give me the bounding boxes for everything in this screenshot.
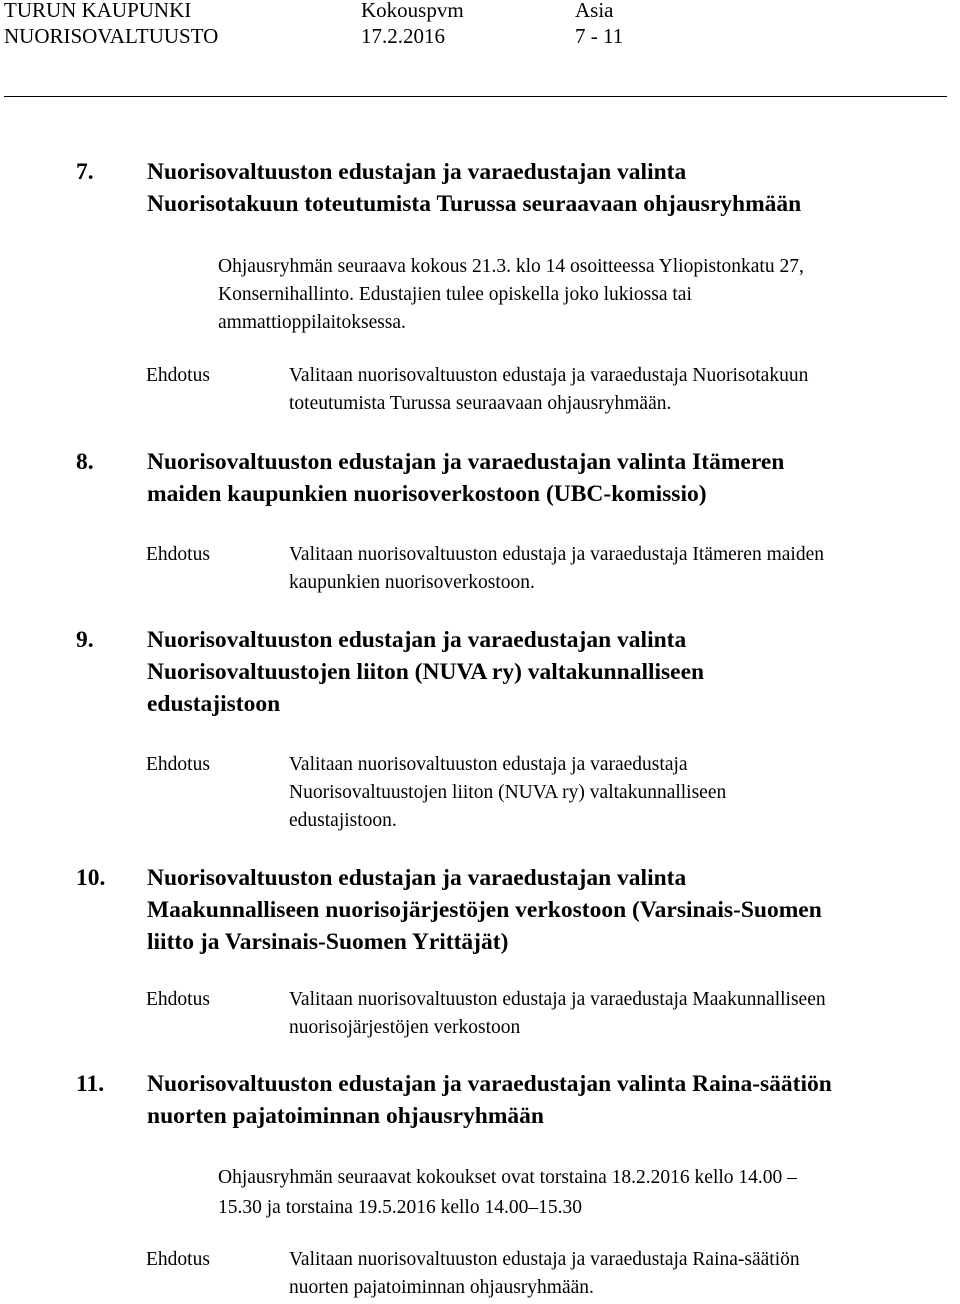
proposal-line: kaupunkien nuorisoverkostoon. — [289, 572, 535, 593]
item-title-line: Nuorisovaltuuston edustajan ja varaedustajan valinta — [147, 865, 687, 891]
item-title — [147, 862, 960, 958]
header-date-value: 17.2.2016 — [361, 24, 445, 48]
item-title — [147, 446, 960, 510]
item-title — [147, 1068, 960, 1132]
item-title-line: liitto ja Varsinais-Suomen Yrittäjät) — [147, 929, 509, 955]
header-item-label: Asia — [575, 0, 614, 22]
proposal-line: Valitaan nuorisovaltuuston edustaja ja varaedustaja Raina-säätiön — [289, 1249, 800, 1270]
item-note-line: Ohjausryhmän seuraavat kokoukset ovat torstaina 18.2.2016 kello 14.00 – — [218, 1167, 797, 1188]
item-title-line: Nuorisotakuun toteutumista Turussa seuraavaan ohjausryhmään — [147, 191, 802, 217]
proposal-label: Ehdotus — [146, 365, 210, 386]
item-number: 9. — [76, 627, 94, 653]
proposal-line: nuorten pajatoiminnan ohjausryhmään. — [289, 1277, 594, 1298]
item-title-line: maiden kaupunkien nuorisoverkostoon (UBC-komissio) — [147, 481, 707, 507]
proposal-text — [289, 1246, 800, 1302]
proposal-text — [289, 751, 726, 835]
item-title-line: Nuorisovaltuuston edustajan ja varaedustajan valinta Itämeren — [147, 449, 785, 475]
item-title — [147, 156, 960, 220]
proposal-line: Valitaan nuorisovaltuuston edustaja ja varaedustaja Maakunnalliseen — [289, 989, 826, 1010]
proposal-text — [289, 986, 826, 1042]
header-date-label: Kokouspvm — [361, 0, 464, 22]
item-note — [218, 1163, 797, 1223]
item-note-line: Konsernihallinto. Edustajien tulee opiskella joko lukiossa tai — [218, 284, 692, 305]
proposal-text — [289, 362, 808, 418]
header-org-line1: TURUN KAUPUNKI — [4, 0, 192, 22]
proposal-label: Ehdotus — [146, 754, 210, 775]
header-items — [575, 0, 623, 49]
header-item-value: 7 - 11 — [575, 24, 624, 48]
proposal-line: Nuorisovaltuustojen liiton (NUVA ry) valtakunnalliseen — [289, 782, 727, 803]
item-title-line: Nuorisovaltuuston edustajan ja varaedustajan valinta — [147, 159, 687, 185]
header-org-line2: NUORISOVALTUUSTO — [4, 24, 219, 48]
item-number: 8. — [76, 449, 94, 475]
proposal-label: Ehdotus — [146, 544, 210, 565]
item-title-line: edustajistoon — [147, 691, 281, 717]
item-number: 11. — [76, 1071, 105, 1097]
header-meeting-date — [361, 0, 464, 49]
item-title — [147, 624, 960, 720]
item-title-line: Nuorisovaltuuston edustajan ja varaedustajan valinta Raina-säätiön — [147, 1071, 832, 1097]
proposal-label: Ehdotus — [146, 989, 210, 1010]
proposal-line: nuorisojärjestöjen verkostoon — [289, 1017, 521, 1038]
proposal-line: Valitaan nuorisovaltuuston edustaja ja varaedustaja Itämeren maiden — [289, 544, 824, 565]
item-number: 10. — [76, 865, 106, 891]
item-title-line: Nuorisovaltuustojen liiton (NUVA ry) valtakunnalliseen — [147, 659, 705, 685]
proposal-label: Ehdotus — [146, 1249, 210, 1270]
proposal-line: Valitaan nuorisovaltuuston edustaja ja varaedustaja Nuorisotakuun — [289, 365, 809, 386]
item-note — [218, 253, 804, 337]
item-title-line: Nuorisovaltuuston edustajan ja varaedustajan valinta — [147, 627, 687, 653]
header-divider — [4, 96, 947, 97]
header-organization — [4, 0, 218, 49]
item-title-line: nuorten pajatoiminnan ohjausryhmään — [147, 1103, 544, 1129]
proposal-line: edustajistoon. — [289, 810, 397, 831]
item-note-line: Ohjausryhmän seuraava kokous 21.3. klo 14 osoitteessa Yliopistonkatu 27, — [218, 256, 804, 277]
item-note-line: 15.30 ja torstaina 19.5.2016 kello 14.00–15.30 — [218, 1197, 582, 1218]
item-number: 7. — [76, 159, 94, 185]
proposal-line: toteutumista Turussa seuraavaan ohjausryhmään. — [289, 393, 672, 414]
item-title-line: Maakunnalliseen nuorisojärjestöjen verkostoon (Varsinais-Suomen — [147, 897, 822, 923]
item-note-line: ammattioppilaitoksessa. — [218, 312, 406, 333]
proposal-text — [289, 541, 824, 597]
proposal-line: Valitaan nuorisovaltuuston edustaja ja varaedustaja — [289, 754, 688, 775]
